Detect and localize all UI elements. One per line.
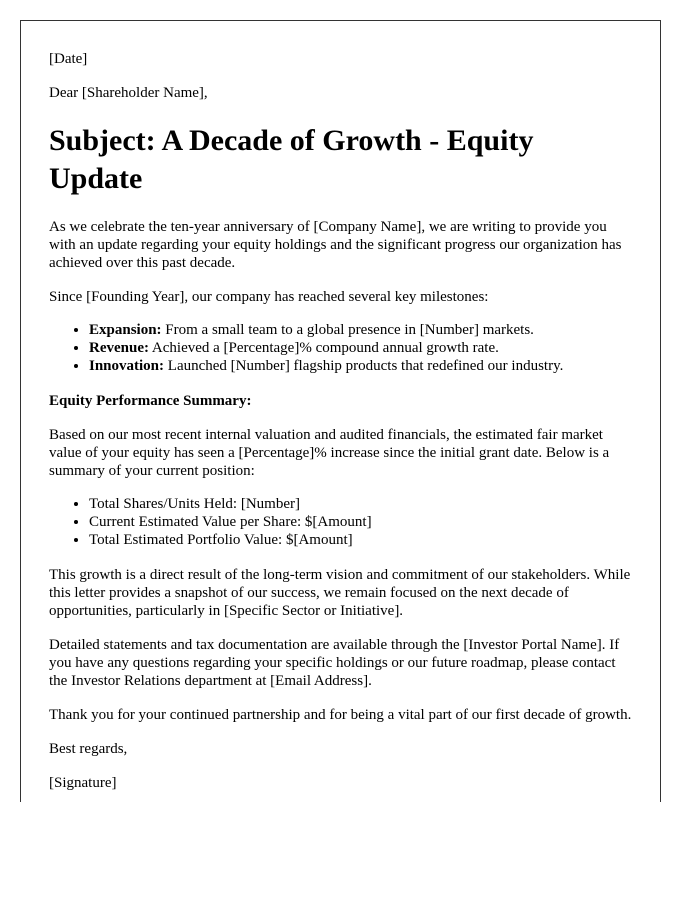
milestone-label: Expansion: [89, 322, 162, 338]
summary-heading [49, 392, 632, 410]
milestone-text: From a small team to a global presence in [Number] markets. [161, 322, 534, 338]
milestone-label: Innovation: [89, 358, 165, 374]
documentation-paragraph: Detailed statements and tax documentation are available through the [Investor Portal Name]. If you have any questions regarding your specific holdings or our future roadmap, please contact the Investor Relations department at [Email Address]. [49, 637, 620, 689]
letter-date: [Date] [49, 51, 88, 67]
growth-paragraph: This growth is a direct result of the long-term vision and commitment of our stakeholders. While this letter provides a snapshot of our success, we remain focused on the next decade of opportunities, particularly in [Specific Sector or Initiative]. [49, 567, 631, 619]
closing: Best regards, [49, 741, 128, 757]
milestone-text: Launched [Number] flagship products that redefined our industry. [164, 358, 564, 374]
milestone-item [89, 339, 632, 357]
milestone-label: Revenue: [89, 340, 149, 356]
intro-paragraph: As we celebrate the ten-year anniversary of [Company Name], we are writing to provide you with an update regarding your equity holdings and the significant progress our organization has achieved over this past decade. [49, 219, 622, 271]
salutation: Dear [Shareholder Name], [49, 85, 208, 101]
milestones-intro: Since [Founding Year], our company has reached several key milestones: [49, 289, 489, 305]
milestone-item [89, 321, 632, 339]
position-item: • Current Estimated Value per Share: $[Amount] [89, 513, 632, 531]
letter-page [20, 20, 661, 802]
position-item: • Total Estimated Portfolio Value: $[Amount] [89, 531, 632, 549]
position-item: • Total Shares/Units Held: [Number] [89, 495, 632, 513]
signature: [Signature] [49, 775, 117, 791]
summary-heading-text: Equity Performance Summary: [49, 393, 252, 409]
subject-heading: Subject: A Decade of Growth - Equity Update [49, 124, 534, 195]
position-list [49, 495, 632, 549]
thanks-paragraph: Thank you for your continued partnership and for being a vital part of our first decade of growth. [49, 707, 632, 723]
milestone-text: Achieved a [Percentage]% compound annual growth rate. [149, 340, 499, 356]
summary-paragraph: Based on our most recent internal valuation and audited financials, the estimated fair market value of your equity has seen a [Percentage]% increase since the initial grant date. Below is a summary of your current position: [49, 427, 610, 479]
milestones-list [49, 321, 632, 375]
milestone-item [89, 357, 632, 375]
